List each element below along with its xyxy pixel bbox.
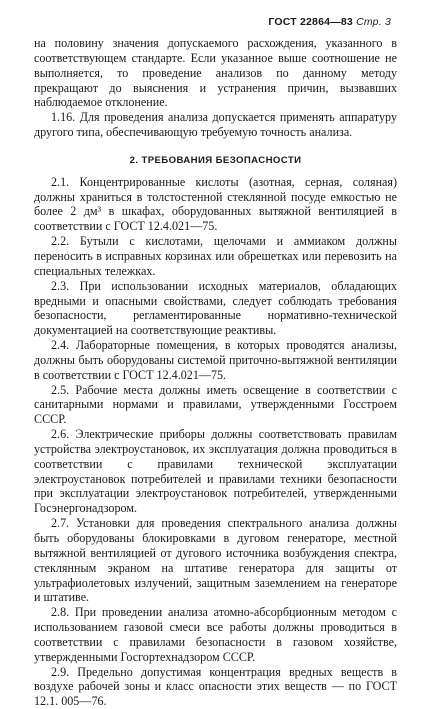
paragraph-continuation: на половину значения допускаемого расхождения, указанного в соответствующем стандарте. Если указанное выше соотношение не выполняется, то проведение анализов по данному методу прекращают до выяснения и устранения причин, вызвавших наблюдаемое отклонение. (34, 36, 397, 110)
paragraph-2-6: 2.6. Электрические приборы должны соответствовать правилам устройства электроустановок, их эксплуатация должна проводиться в соответствии с правилами технической эксплуатации электроустановок потребителей и правилами техники безопасности при эксплуатации электроустановок потребителей, утвержденными Госэнергонадзором. (34, 427, 397, 516)
section-title: 2. ТРЕБОВАНИЯ БЕЗОПАСНОСТИ (129, 154, 302, 166)
paragraph-2-1: 2.1. Концентрированные кислоты (азотная, серная, соляная) должны храниться в толстостенной стеклянной посуде емкостью не более 2 дм³ в шкафах, оборудованных вытяжной вентиляцией в соответствии с ГОСТ 12.4.021—75. (34, 174, 397, 234)
page-number: Стр. 3 (356, 16, 391, 28)
paragraph-2-7: 2.7. Установки для проведения спектрального анализа должны быть оборудованы блокировками в дуговом генераторе, местной вытяжной вентиляцией от дугового источника возбуждения спектра, стеклянным экраном на штативе генератора для защиты от ультрафиолетовых излучений, защитным заземлением на генераторе и штативе. (34, 516, 397, 605)
paragraph-1-16: 1.16. Для проведения анализа допускается применять аппаратуру другого типа, обеспечивающую требуемую точность анализа. (34, 110, 397, 140)
paragraph-2-8: 2.8. При проведении анализа атомно-абсорбционным методом с использованием газовой смеси все работы должны проводиться в соответствии с правилами безопасности в газовом хозяйстве, утвержденными Госгортехнадзором СССР. (34, 605, 397, 664)
page-header (268, 16, 391, 28)
paragraph-2-5: 2.5. Рабочие места должны иметь освещение в соответствии с санитарными нормами и правилами, утвержденными Госстроем СССР. (34, 382, 397, 427)
paragraph-2-3: 2.3. При использовании исходных материалов, обладающих вредными и опасными свойствами, следует соблюдать требования безопасности, регламентированные нормативно-технической документацией на соответствующие реактивы. (34, 278, 397, 338)
standard-number: ГОСТ 22864—83 (268, 16, 353, 28)
page-body (34, 36, 397, 709)
paragraph-2-9: 2.9. Предельно допустимая концентрация вредных веществ в воздухе рабочей зоны и класс опасности этих веществ — по ГОСТ 12.1. 005—76. (34, 664, 397, 709)
paragraph-2-2: 2.2. Бутыли с кислотами, щелочами и аммиаком должны переносить в исправных корзинах или обрешетках или перевозить на специальных тележках. (34, 234, 397, 278)
paragraph-2-4: 2.4. Лабораторные помещения, в которых проводятся анализы, должны быть оборудованы системой приточно-вытяжной вентиляции в соответствии с ГОСТ 12.4.021—75. (34, 338, 397, 382)
